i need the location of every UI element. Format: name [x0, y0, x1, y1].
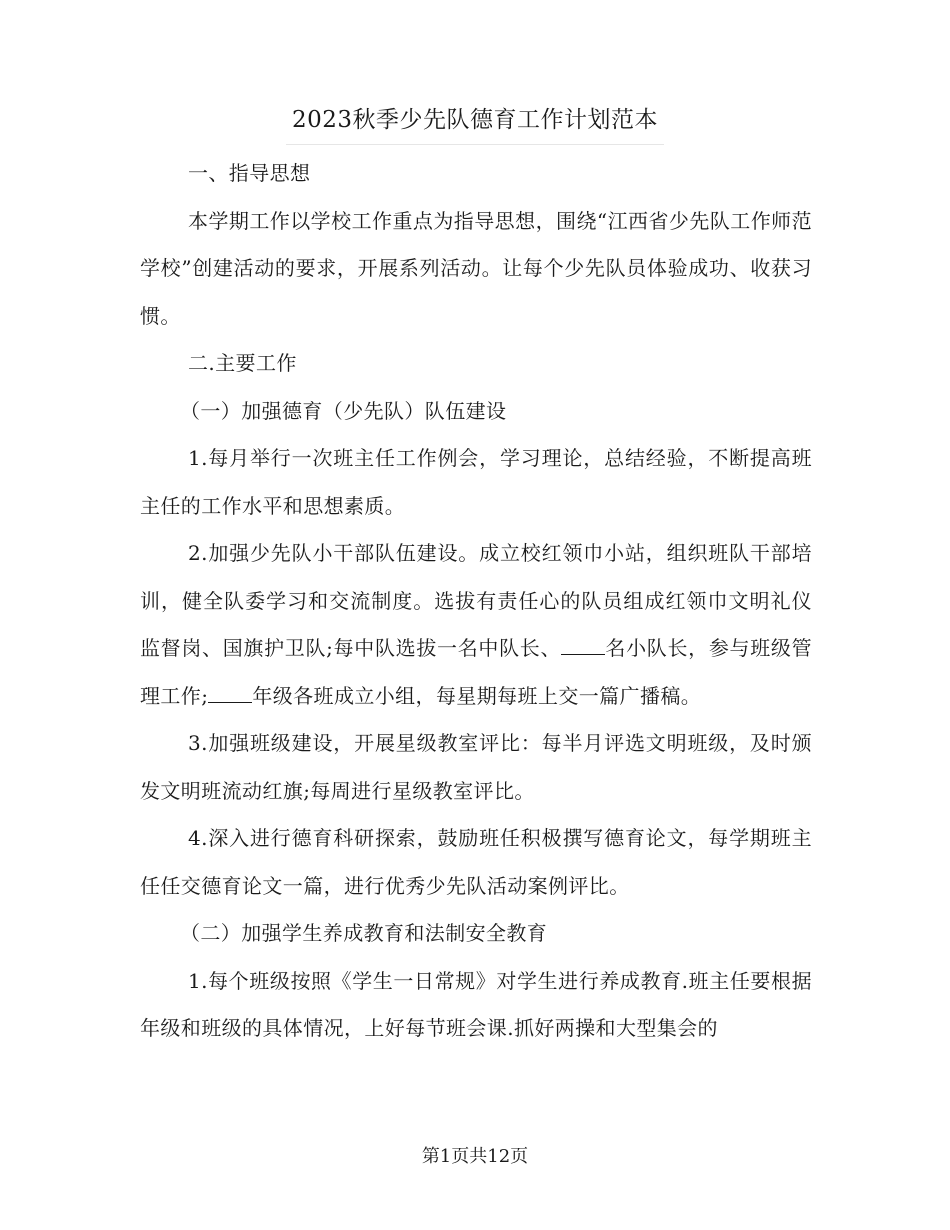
subheading-habit-education: （二）加强学生养成教育和法制安全教育	[180, 921, 548, 945]
paragraph-habit-item-1: 1.每个班级按照《学生一日常规》对学生进行养成教育.班主任要根据年级和班级的具体情况，上好每节班会课.抓好两操和大型集会的	[140, 968, 812, 1040]
fill-blank	[561, 636, 605, 655]
page-number: 第1页共12页	[421, 1146, 529, 1167]
paragraph-guiding-ideology: 本学期工作以学校工作重点为指导思想，围绕“江西省少先队工作师范学校”创建活动的要求，开展系列活动。让每个少先队员体验成功、收获习惯。	[140, 208, 812, 328]
paragraph-item-1: 1.每月举行一次班主任工作例会，学习理论，总结经验，不断提高班主任的工作水平和思想素质。	[140, 446, 812, 518]
subheading-team-building: （一）加强德育（少先队）队伍建设	[180, 398, 507, 423]
document-body	[140, 150, 812, 1053]
document-title: 2023秋季少先队德育工作计划范本	[286, 96, 664, 145]
heading-guiding-ideology: 一、指导思想	[188, 161, 311, 185]
paragraph-item-2-part-c: 年级各班成立小组，每星期每班上交一篇广播稿。	[252, 683, 702, 708]
paragraph-item-4: 4.深入进行德育科研探索，鼓励班任积极撰写德育论文，每学期班主任任交德育论文一篇，进行优秀少先队活动案例评比。	[140, 826, 812, 898]
fill-blank	[208, 684, 252, 703]
paragraph-item-2-part-a: 2.加强少先队小干部队伍建设。成立校红领巾小站，组织班队干部培训，健全队委学习和交流制度。选拔有责任心的队员组成红领巾文明礼仪监督岗、国旗护卫队;每中队选拔一名中队长、	[140, 541, 812, 660]
paragraph-item-2-part-b: 名小队长，参与班级管理工作;	[140, 636, 812, 708]
heading-main-work: 二.主要工作	[188, 351, 297, 375]
paragraph-item-2	[140, 530, 812, 720]
paragraph-item-3: 3.加强班级建设，开展星级教室评比：每半月评选文明班级，及时颁发文明班流动红旗;每周进行星级教室评比。	[140, 731, 812, 803]
title-area	[0, 96, 950, 145]
